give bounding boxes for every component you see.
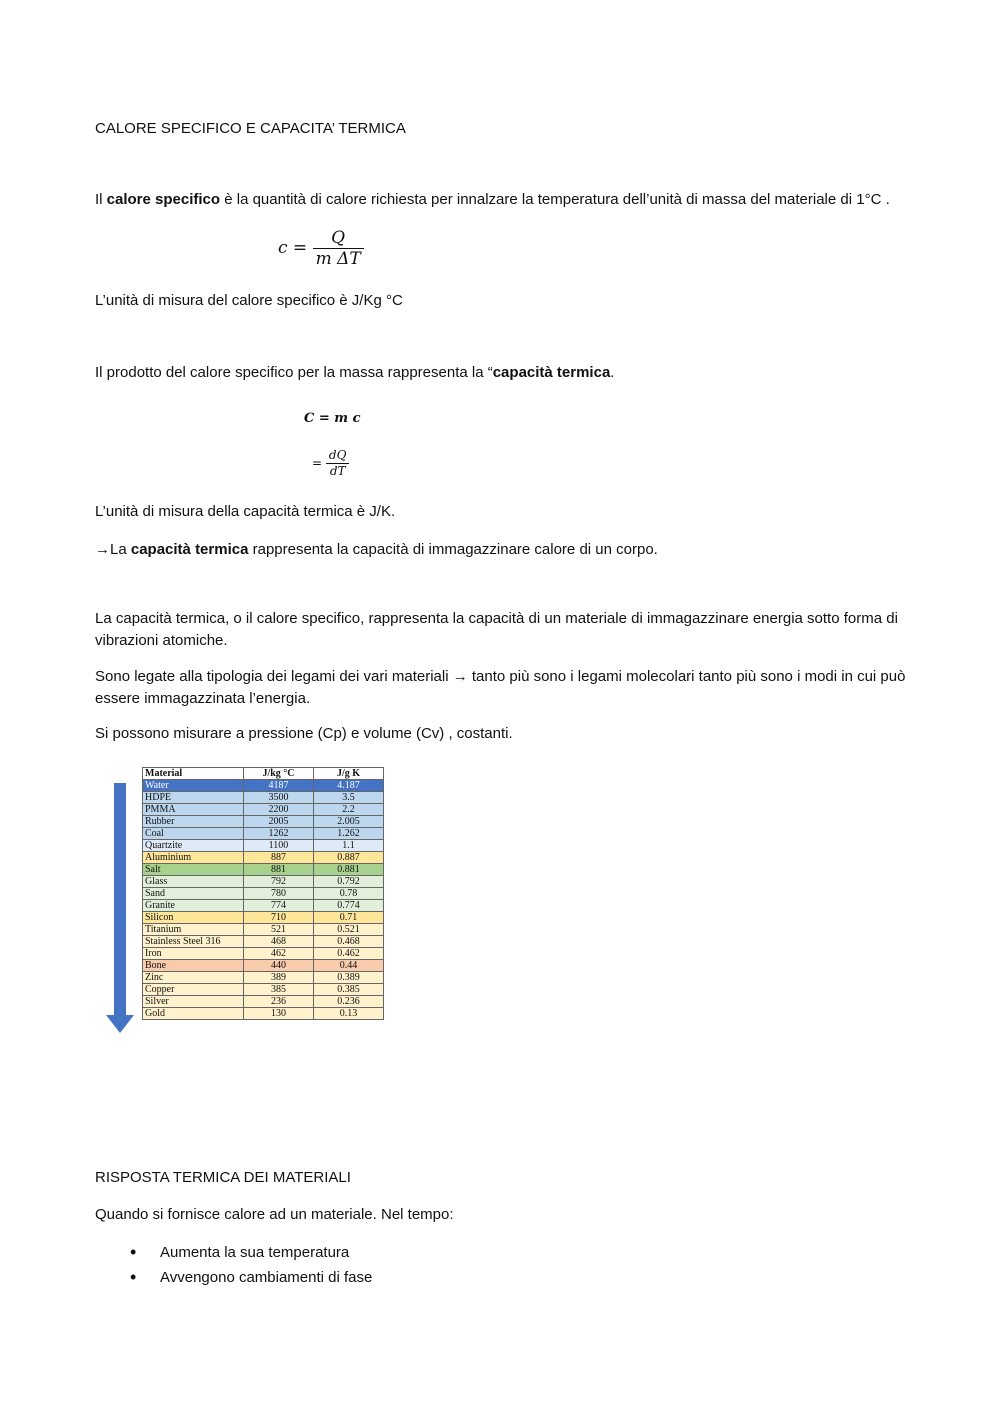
jgk-cell: 3.5 xyxy=(314,792,384,804)
down-arrow-icon xyxy=(106,783,134,1033)
table-row xyxy=(143,852,384,864)
jgk-cell: 0.13 xyxy=(314,1008,384,1020)
jgk-cell: 4.187 xyxy=(314,780,384,792)
paragraph-misura: Si possono misurare a pressione (Cp) e volume (Cv) , costanti. xyxy=(95,725,513,742)
material-cell: Iron xyxy=(143,948,244,960)
jgk-cell: 0.468 xyxy=(314,936,384,948)
materials-table xyxy=(142,767,384,1020)
jgk-cell: 0.385 xyxy=(314,984,384,996)
jgk-cell: 0.78 xyxy=(314,888,384,900)
jkg-cell: 4187 xyxy=(244,780,314,792)
material-cell: Salt xyxy=(143,864,244,876)
jgk-cell: 0.521 xyxy=(314,924,384,936)
equation-derivative-fraction: $\frac{dQ}{dT}$ xyxy=(326,448,350,479)
jkg-cell: 792 xyxy=(244,876,314,888)
materials-table-container xyxy=(142,767,384,1020)
material-cell: Granite xyxy=(143,900,244,912)
jkg-cell: 887 xyxy=(244,852,314,864)
table-row xyxy=(143,840,384,852)
table-row xyxy=(143,996,384,1008)
jgk-cell: 2.005 xyxy=(314,816,384,828)
material-cell: Silicon xyxy=(143,912,244,924)
jgk-cell: 0.792 xyxy=(314,876,384,888)
material-cell: Bone xyxy=(143,960,244,972)
equation-specific-heat: c = $\frac{Q}{\text{m ΔT}}$ xyxy=(278,228,364,269)
jgk-cell: 0.71 xyxy=(314,912,384,924)
jgk-cell: 0.44 xyxy=(314,960,384,972)
equation-derivative: = $\frac{dQ}{dT}$ xyxy=(312,448,349,479)
definition-paragraph: Il calore specifico è la quantità di calore richiesta per innalzare la temperatura dell’unità di massa del materiale di 1°C . xyxy=(95,191,890,208)
material-cell: Glass xyxy=(143,876,244,888)
arrow-paragraph: →La capacità termica rappresenta la capacità di immagazzinare calore di un corpo. xyxy=(95,541,658,558)
jgk-cell: 2.2 xyxy=(314,804,384,816)
table-row xyxy=(143,984,384,996)
product-paragraph: Il prodotto del calore specifico per la massa rappresenta la “capacità termica. xyxy=(95,364,615,381)
jgk-cell: 0.236 xyxy=(314,996,384,1008)
table-row xyxy=(143,924,384,936)
jgk-cell: 0.887 xyxy=(314,852,384,864)
jkg-cell: 521 xyxy=(244,924,314,936)
table-row xyxy=(143,948,384,960)
jkg-cell: 1262 xyxy=(244,828,314,840)
material-cell: Stainless Steel 316 xyxy=(143,936,244,948)
material-cell: Coal xyxy=(143,828,244,840)
jkg-cell: 710 xyxy=(244,912,314,924)
material-cell: Gold xyxy=(143,1008,244,1020)
table-row xyxy=(143,876,384,888)
header-jgk: J/g K xyxy=(314,768,384,780)
jkg-cell: 385 xyxy=(244,984,314,996)
material-cell: Rubber xyxy=(143,816,244,828)
jkg-cell: 3500 xyxy=(244,792,314,804)
paragraph-vibrations: La capacità termica, o il calore specifico, rappresenta la capacità di un materiale di immagazzinare energia sotto forma di vibrazioni atomiche. xyxy=(95,610,898,649)
material-cell: Titanium xyxy=(143,924,244,936)
paragraph-intro: Quando si fornisce calore ad un materiale. Nel tempo: xyxy=(95,1206,454,1223)
material-cell: Aluminium xyxy=(143,852,244,864)
jkg-cell: 389 xyxy=(244,972,314,984)
header-jkg: J/kg °C xyxy=(244,768,314,780)
table-row xyxy=(143,1008,384,1020)
jgk-cell: 1.262 xyxy=(314,828,384,840)
jkg-cell: 236 xyxy=(244,996,314,1008)
jkg-cell: 1100 xyxy=(244,840,314,852)
table-row xyxy=(143,780,384,792)
term-capacita-termica: capacità termica xyxy=(492,364,611,381)
material-cell: HDPE xyxy=(143,792,244,804)
table-header-row xyxy=(143,768,384,780)
table-row xyxy=(143,960,384,972)
jkg-cell: 2005 xyxy=(244,816,314,828)
header-material: Material xyxy=(143,768,244,780)
table-row xyxy=(143,864,384,876)
jgk-cell: 0.774 xyxy=(314,900,384,912)
jkg-cell: 440 xyxy=(244,960,314,972)
jkg-cell: 881 xyxy=(244,864,314,876)
material-cell: Quartzite xyxy=(143,840,244,852)
table-row xyxy=(143,900,384,912)
list-item: • Avvengono cambiamenti di fase xyxy=(95,1265,910,1290)
material-cell: Sand xyxy=(143,888,244,900)
jgk-cell: 0.881 xyxy=(314,864,384,876)
jkg-cell: 130 xyxy=(244,1008,314,1020)
jgk-cell: 0.462 xyxy=(314,948,384,960)
paragraph-legami: Sono legate alla tipologia dei legami dei vari materiali → tanto più sono i legami molecolari tanto più sono i modi in cui può essere immagazzinata l’energia. xyxy=(95,668,906,707)
jgk-cell: 0.389 xyxy=(314,972,384,984)
jgk-cell: 1.1 xyxy=(314,840,384,852)
section-title-calore: CALORE SPECIFICO E CAPACITA’ TERMICA xyxy=(95,120,406,137)
list-item: • Aumenta la sua temperatura xyxy=(95,1240,910,1265)
unit-specific-heat: L’unità di misura del calore specifico è J/Kg °C xyxy=(95,292,403,309)
material-cell: Water xyxy=(143,780,244,792)
jkg-cell: 462 xyxy=(244,948,314,960)
jkg-cell: 780 xyxy=(244,888,314,900)
jkg-cell: 2200 xyxy=(244,804,314,816)
jkg-cell: 774 xyxy=(244,900,314,912)
bullet-list xyxy=(95,1240,910,1290)
table-row xyxy=(143,792,384,804)
equation-heat-capacity: C = m c xyxy=(304,411,361,426)
table-row xyxy=(143,828,384,840)
table-row xyxy=(143,972,384,984)
jkg-cell: 468 xyxy=(244,936,314,948)
table-row xyxy=(143,804,384,816)
table-row xyxy=(143,816,384,828)
section-title-risposta: RISPOSTA TERMICA DEI MATERIALI xyxy=(95,1169,351,1186)
table-row xyxy=(143,936,384,948)
material-cell: PMMA xyxy=(143,804,244,816)
equation-fraction: $\frac{Q}{\text{m ΔT}}$ xyxy=(313,228,364,269)
term-calore-specifico: calore specifico xyxy=(106,191,221,208)
material-cell: Zinc xyxy=(143,972,244,984)
material-cell: Silver xyxy=(143,996,244,1008)
table-row xyxy=(143,888,384,900)
unit-heat-capacity: L’unità di misura della capacità termica è J/K. xyxy=(95,503,396,520)
table-row xyxy=(143,912,384,924)
material-cell: Copper xyxy=(143,984,244,996)
